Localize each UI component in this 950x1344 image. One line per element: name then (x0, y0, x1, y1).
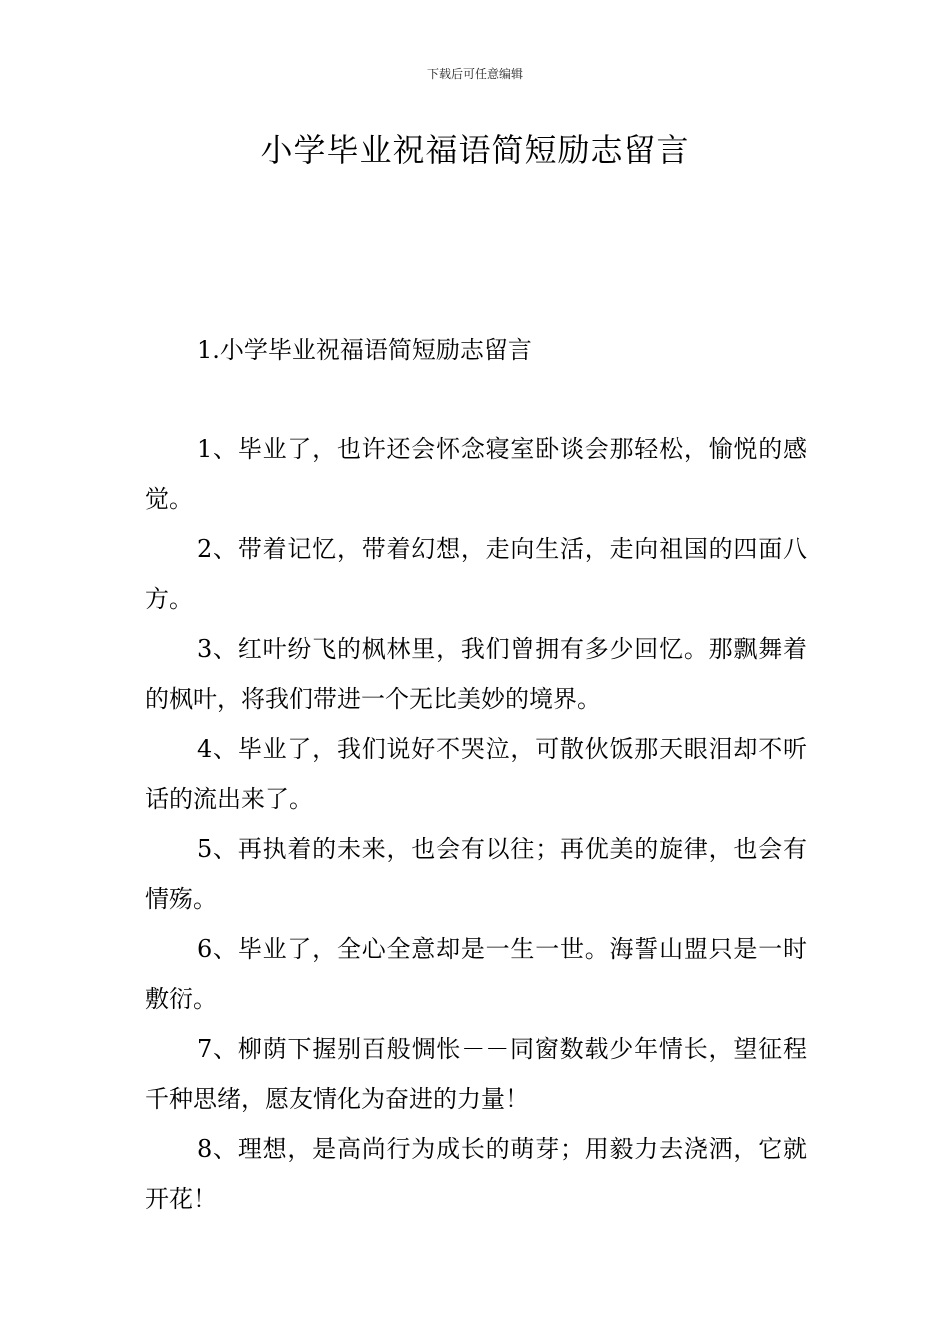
list-item: 1、毕业了，也许还会怀念寝室卧谈会那轻松，愉悦的感觉。 (145, 435, 807, 513)
list-item: 2、带着记忆，带着幻想，走向生活，走向祖国的四面八方。 (145, 535, 807, 613)
list-item: 5、再执着的未来，也会有以往；再优美的旋律，也会有情殇。 (145, 835, 807, 913)
list-item: 6、毕业了，全心全意却是一生一世。海誓山盟只是一时敷衍。 (145, 935, 807, 1013)
list-item: 3、红叶纷飞的枫林里，我们曾拥有多少回忆。那飘舞着的枫叶，将我们带进一个无比美妙的境界。 (145, 635, 807, 713)
page-header-note: 下载后可任意编辑 (426, 67, 523, 81)
document-title: 小学毕业祝福语简短励志留言 (260, 131, 690, 169)
list-item: 8、理想，是高尚行为成长的萌芽；用毅力去浇洒，它就开花！ (145, 1135, 807, 1213)
list-item: 7、柳荫下握别百般惆怅－－同窗数载少年情长，望征程千种思绪，愿友情化为奋进的力量！ (145, 1035, 807, 1113)
blessing-list (145, 424, 807, 1224)
list-item: 4、毕业了，我们说好不哭泣，可散伙饭那天眼泪却不听话的流出来了。 (145, 735, 807, 813)
section-heading: 1.小学毕业祝福语简短励志留言 (197, 336, 532, 364)
